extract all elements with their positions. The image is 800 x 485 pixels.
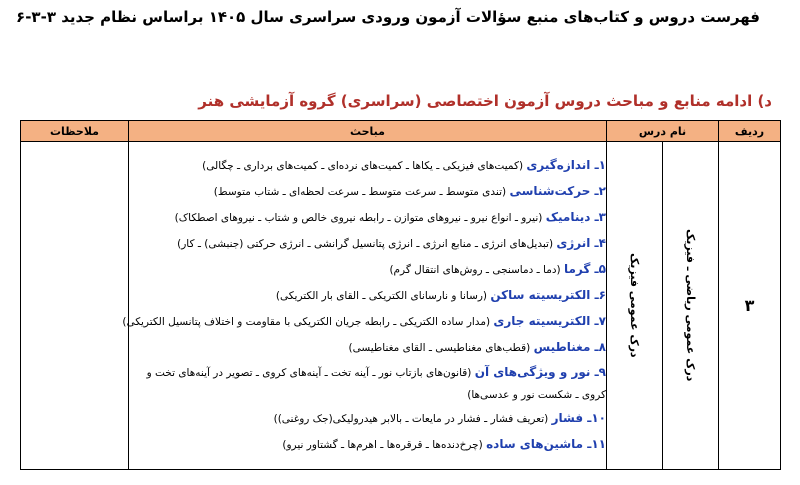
- subjects-table: [20, 120, 781, 470]
- list-item: [129, 406, 606, 432]
- topic-name: ۱۰ـ فشار: [551, 411, 606, 425]
- document-title: فهرست دروس و کتاب‌های منبع سؤالات آزمون ورودی سراسری سال ۱۴۰۵ براساس نظام جدید ۳-۳-۶: [16, 8, 760, 26]
- topic-desc: (چرخ‌دنده‌ها ـ قرقره‌ها ـ اهرم‌ها ـ گشتاور نیرو): [282, 439, 487, 451]
- topic-name: ۶ـ الکتریسیته ساکن: [490, 288, 606, 302]
- list-item: [122, 309, 606, 335]
- topic-desc: (قانون‌های بازتاب نور ـ آینه تخت ـ آینه‌های کروی ـ تصویر در آینه‌های تخت و کروی ـ شکست نور و عدسی‌ها): [146, 367, 606, 401]
- topic-name: ۴ـ انرژی: [556, 236, 606, 250]
- list-item: [129, 361, 606, 406]
- topic-desc: (کمیت‌های فیزیکی ـ یکاها ـ کمیت‌های نرده‌ای ـ کمیت‌های برداری ـ چگالی): [202, 160, 527, 172]
- list-item: [129, 432, 606, 458]
- header-notes: ملاحظات: [21, 121, 129, 142]
- table-row: [21, 142, 781, 470]
- course-name: درک عمومی ریاضی ـ فیزیک: [684, 229, 697, 382]
- topic-desc: (تندی متوسط ـ سرعت متوسط ـ سرعت لحظه‌ای ـ شتاب متوسط): [213, 186, 510, 198]
- list-item: [129, 335, 606, 361]
- list-item: [129, 205, 606, 231]
- list-item: [129, 283, 606, 309]
- topic-name: ۵ـ گرما: [564, 262, 606, 276]
- topic-desc: (تبدیل‌های انرژی ـ منابع انرژی ـ انرژی پتانسیل گرانشی ـ انرژی حرکتی (جنبشی) ـ کار): [177, 238, 557, 250]
- topics-cell: [122, 142, 607, 470]
- list-item: [129, 257, 606, 283]
- list-item: [129, 179, 606, 205]
- header-course-name: نام درس: [607, 121, 719, 142]
- topic-name: ۱۱ـ ماشین‌های ساده: [486, 437, 606, 451]
- topic-desc: (قطب‌های مغناطیسی ـ القای مغناطیسی): [348, 342, 534, 354]
- topic-desc: (تعریف فشار ـ فشار در مایعات ـ بالابر هیدرولیکی(جک روغنی)): [273, 413, 552, 425]
- header-row-number: ردیف: [719, 121, 781, 142]
- topic-desc: (دما ـ دماسنجی ـ روش‌های انتقال گرم): [389, 264, 564, 276]
- topic-desc: (مدار ساده الکتریکی ـ رابطه جریان الکتریکی با مقاومت و اختلاف پتانسیل الکتریکی): [122, 316, 494, 328]
- sub-course-name: درک عمومی فیزیک: [628, 253, 641, 358]
- row-number: ۳: [744, 296, 755, 315]
- topic-name: ۳ـ دینامیک: [545, 210, 606, 224]
- row-number-cell: [719, 142, 781, 470]
- section-title: د) ادامه منابع و مباحث دروس آزمون اختصاصی (سراسری) گروه آزمایشی هنر: [198, 92, 772, 110]
- topic-desc: (نیرو ـ انواع نیرو ـ نیروهای متوازن ـ رابطه نیروی خالص و شتاب ـ نیروهای اصطکاک): [174, 212, 546, 224]
- notes-cell: [21, 142, 129, 470]
- list-item: [129, 231, 606, 257]
- sub-course-cell: [607, 142, 663, 470]
- table-header-row: [21, 121, 781, 142]
- topic-name: ۷ـ الکتریسیته جاری: [493, 314, 606, 328]
- list-item: [129, 153, 606, 179]
- topic-name: ۱ـ اندازه‌گیری: [526, 158, 606, 172]
- topic-name: ۹ـ نور و ویژگی‌های آن: [474, 365, 606, 379]
- topic-name: ۸ـ مغناطیس: [533, 340, 606, 354]
- topic-name: ۲ـ حرکت‌شناسی: [509, 184, 606, 198]
- course-name-cell: [663, 142, 719, 470]
- header-topics: مباحث: [129, 121, 607, 142]
- topic-desc: (رسانا و نارسانای الکتریکی ـ القای بار الکتریکی): [275, 290, 491, 302]
